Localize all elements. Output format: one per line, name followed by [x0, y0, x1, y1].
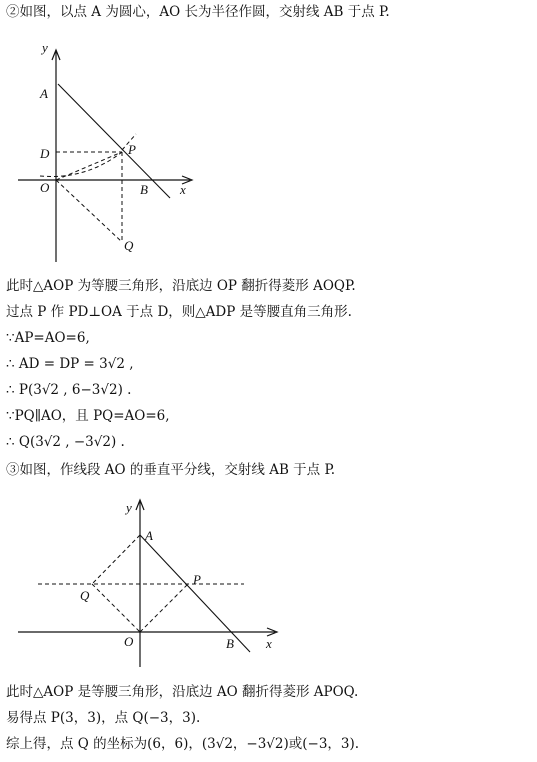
figure-1-arc: [40, 152, 122, 177]
figure-2-qo: [92, 584, 140, 632]
figure-2-label-y: y: [126, 500, 132, 515]
text-line-6: ∴ P(3√2 , 6−3√2) .: [6, 382, 132, 398]
figure-2-diagram: [0, 492, 290, 672]
figure-2-label-p: P: [193, 572, 201, 587]
figure-1-label-b: B: [140, 182, 148, 197]
figure-1-label-d: D: [40, 146, 50, 161]
figure-1-diagram: [0, 30, 210, 270]
figure-1-label-p: P: [128, 142, 136, 157]
figure-2-label-o: O: [124, 634, 134, 649]
figure-1-oq: [56, 180, 122, 242]
text-line-3: 过点 P 作 PD⊥OA 于点 D，则△ADP 是等腰直角三角形.: [6, 304, 352, 320]
text-line-11: 易得点 P(3，3)，点 Q(−3，3).: [6, 710, 201, 726]
figure-1-label-y: y: [42, 40, 48, 55]
figure-1-label-a: A: [40, 86, 48, 101]
text-line-9: ③如图，作线段 AO 的垂直平分线，交射线 AB 于点 P.: [6, 462, 336, 478]
text-line-5: ∴ AD = DP = 3√2 ,: [6, 356, 134, 372]
figure-1-label-q: Q: [124, 238, 134, 253]
figure-2-label-x: x: [266, 636, 272, 651]
text-line-7: ∵PQ∥AO，且 PQ=AO=6,: [6, 408, 170, 424]
text-line-2: 此时△AOP 为等腰三角形，沿底边 OP 翻折得菱形 AOQP.: [6, 278, 356, 294]
figure-1-label-o: O: [40, 180, 50, 195]
figure-2-ray-ab: [140, 535, 250, 652]
text-line-10: 此时△AOP 是等腰三角形，沿底边 AO 翻折得菱形 APOQ.: [6, 684, 359, 700]
figure-2-op: [140, 584, 188, 632]
figure-1-label-x: x: [180, 182, 186, 197]
figure-2-label-q: Q: [80, 588, 90, 603]
figure-2-aq: [92, 535, 140, 584]
figure-2-label-b: B: [226, 636, 234, 651]
figure-2-label-a: A: [145, 528, 153, 543]
text-line-4: ∵AP=AO=6,: [6, 330, 90, 346]
figure-1-op: [56, 152, 122, 180]
text-line-1: ②如图，以点 A 为圆心，AO 长为半径作圆，交射线 AB 于点 P.: [6, 4, 390, 20]
figure-1-ray-ab: [58, 84, 170, 198]
text-line-8: ∴ Q(3√2 , −3√2) .: [6, 434, 125, 450]
text-line-12: 综上得，点 Q 的坐标为(6，6)，(3√2，−3√2)或(−3，3).: [6, 736, 360, 752]
